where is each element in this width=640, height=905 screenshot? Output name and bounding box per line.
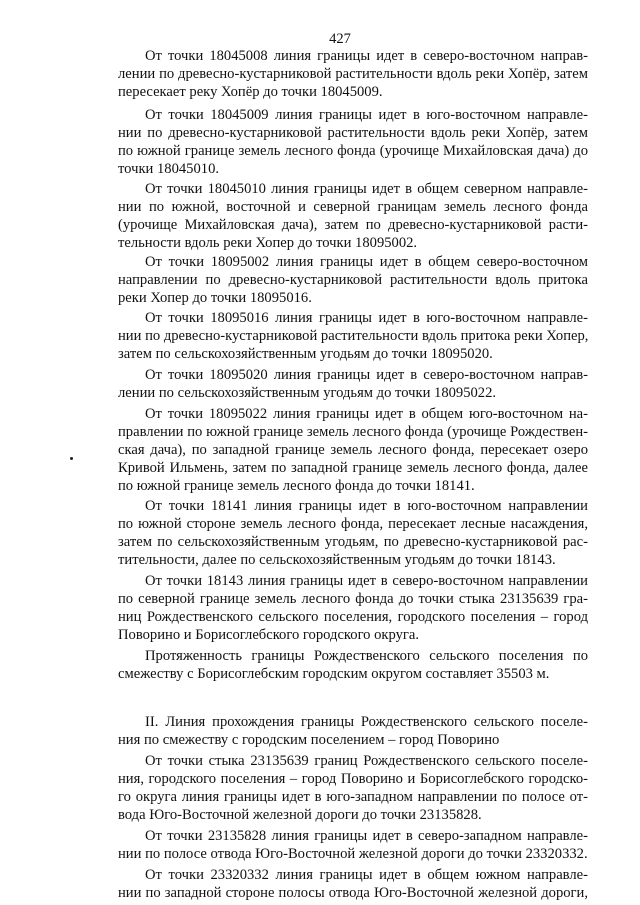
text-line: го округа линия границы идет в юго-западном направлении по полосе от- [118, 789, 588, 805]
text-line: реки Хопер до точки 18095016. [118, 290, 312, 306]
text-line: Протяженность границы Рождественского сельского поселения по [145, 648, 588, 664]
text-line: От точки 18095022 линия границы идет в общем юго-восточном на- [145, 406, 588, 422]
text-line: От точки 18143 линия границы идет в северо-восточном направлении [145, 573, 588, 589]
text-line: нии по полосе отвода Юго-Восточной железной дороги до точки 23320332. [118, 846, 588, 862]
text-line: От точки 18045008 линия границы идет в северо-восточном направ- [145, 48, 588, 64]
text-line: Кривой Ильмень, затем по западной границе земель лесного фонда, далее [118, 460, 588, 476]
text-line: тельности вдоль реки Хопер до точки 18095002. [118, 235, 418, 251]
text-line: (урочище Михайловская дача), затем по древесно-кустарниковой расти- [118, 217, 588, 233]
text-line: вода Юго-Восточной железной дороги до точки 23135828. [118, 807, 482, 823]
text-line: лении по сельскохозяйственным угодьям до точки 18095022. [118, 385, 497, 401]
text-line: лении по древесно-кустарниковой растительности вдоль реки Хопёр, затем [118, 66, 588, 82]
text-line: по южной границе земель лесного фонда (урочище Михайловская дача) до [118, 143, 588, 159]
section-heading: ния по смежеству с городским поселением – город Поворино [118, 732, 500, 748]
text-line: тительности, далее по сельскохозяйственным угодьям до точки 18143. [118, 552, 556, 568]
text-line: От точки 18095002 линия границы идет в общем северо-восточном [145, 254, 588, 270]
text-line: От точки 23135828 линия границы идет в северо-западном направле- [145, 828, 588, 844]
text-line: по южной стороне земель лесного фонда, пересекает лесные насаждения, [118, 516, 588, 532]
text-line: точки 18045010. [118, 161, 220, 177]
page-number: 427 [329, 31, 351, 47]
text-line: От точки 18095020 линия границы идет в северо-восточном направ- [145, 367, 588, 383]
text-line: ния, городского поселения – город Поворино и Борисоглебского городско- [118, 771, 588, 787]
text-line: От точки стыка 23135639 границ Рождественского сельского поселе- [145, 753, 588, 769]
text-line: правлении по южной границе земель лесного фонда (урочище Рождествен- [118, 424, 588, 440]
text-line: нии по южной, восточной и северной границам земель лесного фонда [118, 199, 588, 215]
text-line: нии по западной стороне полосы отвода Юго-Восточной железной дороги, [118, 885, 588, 901]
text-line: нии по древесно-кустарниковой растительности вдоль реки Хопёр, затем [118, 125, 588, 141]
text-line: ниц Рождественского сельского поселения, городского поселения – город [118, 609, 588, 625]
text-line: затем по сельскохозяйственным угодьям до точки 18095020. [118, 346, 493, 362]
text-line: От точки 18045009 линия границы идет в юго-восточном направле- [145, 107, 588, 123]
text-line: по южной границе земель лесного фонда до точки 18141. [118, 478, 475, 494]
text-line: пересекает реку Хопёр до точки 18045009. [118, 84, 383, 100]
text-line: От точки 18095016 линия границы идет в юго-восточном направле- [145, 310, 588, 326]
text-line: смежеству с Борисоглебским городским округом составляет 35503 м. [118, 666, 550, 682]
text-line: От точки 18141 линия границы идет в юго-восточном направлении [145, 498, 588, 514]
section-heading: II. Линия прохождения границы Рождественского сельского поселе- [145, 714, 588, 730]
text-line: нии по древесно-кустарниковой растительности вдоль притока реки Хопер, [118, 328, 589, 344]
text-line: направлении по древесно-кустарниковой растительности вдоль притока [118, 272, 588, 288]
text-line: От точки 23320332 линия границы идет в общем южном направле- [145, 867, 588, 883]
text-line: ская дача), по западной границе земель лесного фонда, пересекает озеро [118, 442, 588, 458]
scan-speck [70, 457, 73, 460]
text-line: Поворино и Борисоглебского городского округа. [118, 627, 420, 643]
text-line: затем по сельскохозяйственным угодьям, по древесно-кустарниковой рас- [118, 534, 588, 550]
text-line: От точки 18045010 линия границы идет в общем северном направле- [145, 181, 588, 197]
text-line: по северной границе земель лесного фонда до точки стыка 23135639 гра- [118, 591, 588, 607]
